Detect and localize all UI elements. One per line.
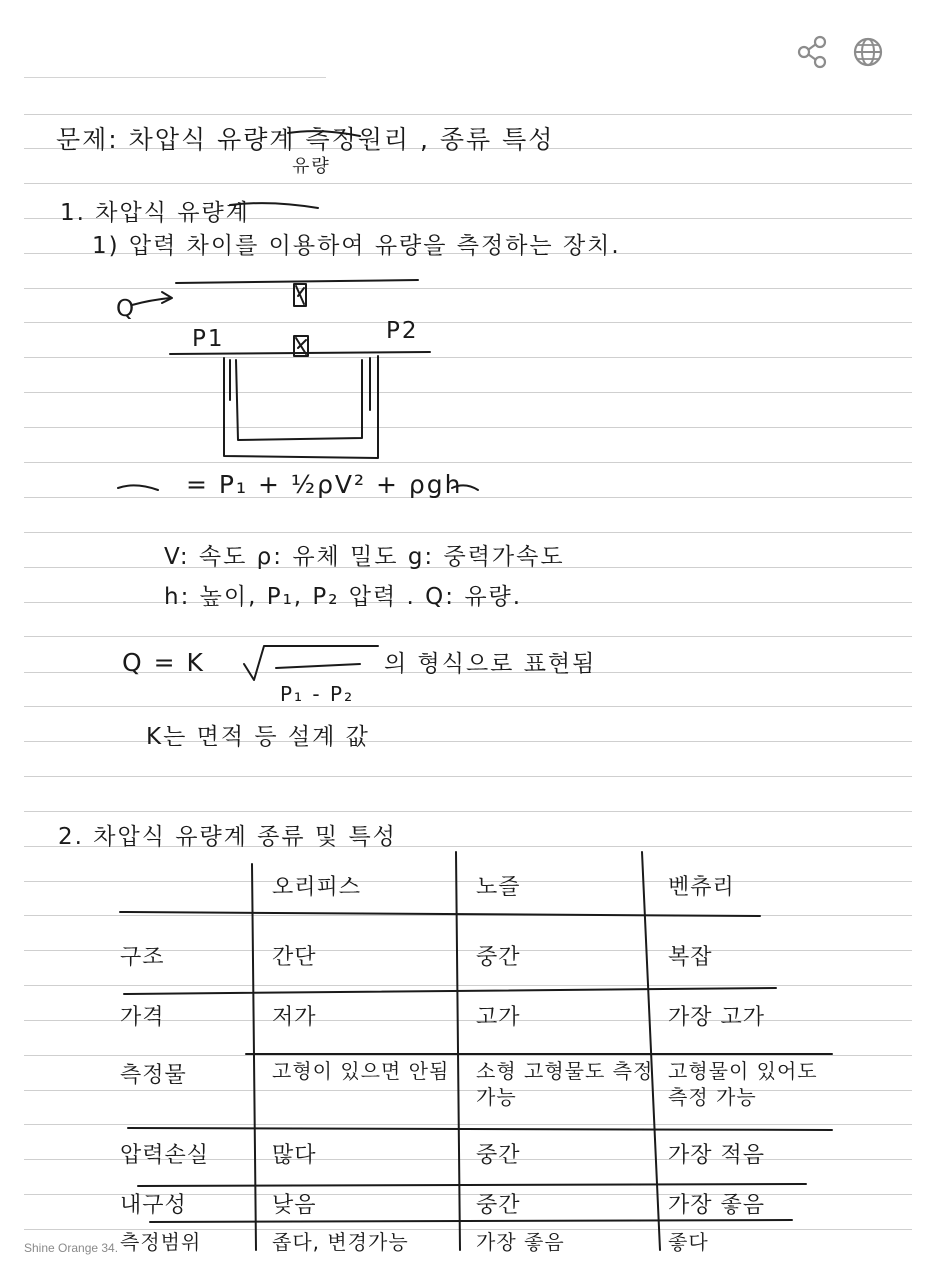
note-title: 문제: 차압식 유량계 측정원리 , 종류 특성 (56, 125, 555, 154)
footer-brand: Shine Orange 34. (24, 1241, 119, 1255)
flow-formula-left: Q = K (122, 648, 205, 677)
table-cell: 좋다 (668, 1230, 709, 1254)
section1-sub1: 1) 압력 차이를 이용하여 유량을 측정하는 장치. (92, 233, 621, 259)
definitions-line2: h: 높이, P₁, P₂ 압력 . Q: 유량. (164, 584, 523, 610)
table-cell: 고가 (476, 1005, 521, 1030)
table-row-label: 내구성 (120, 1193, 187, 1218)
diagram-flow-label: Q (116, 296, 137, 322)
table-row-label: 가격 (120, 1005, 165, 1030)
section1-heading: 1. 차압식 유량계 (60, 200, 250, 226)
diagram-p2-label: P2 (386, 318, 419, 344)
table-cell: 가장 고가 (668, 1005, 766, 1030)
table-header-cell: 벤츄리 (668, 875, 735, 900)
table-cell: 중간 (476, 1193, 521, 1218)
table-cell: 중간 (476, 1143, 521, 1168)
table-cell: 많다 (272, 1143, 317, 1168)
table-row-label: 측정물 (120, 1063, 187, 1088)
bernoulli-formula: = P₁ + ½ρV² + ρgh (186, 470, 463, 499)
table-cell: 낮음 (272, 1193, 317, 1218)
section2-heading: 2. 차압식 유량계 종류 및 특성 (58, 824, 397, 850)
flow-formula-numerator: P₁ - P₂ (280, 682, 355, 706)
table-cell: 소형 고형물도 측정 가능 (476, 1059, 654, 1109)
table-cell: 중간 (476, 945, 521, 970)
table-row-label: 측정범위 (120, 1230, 202, 1254)
k-description: K는 면적 등 설계 값 (146, 724, 370, 750)
table-cell: 고형물이 있어도 측정 가능 (668, 1059, 818, 1109)
table-cell: 가장 적음 (668, 1143, 766, 1168)
table-cell: 가장 좋음 (668, 1193, 766, 1218)
table-cell: 고형이 있으면 안됨 (272, 1059, 450, 1083)
table-cell: 복잡 (668, 945, 713, 970)
title-annotation: 유량 (292, 156, 331, 177)
table-header-cell: 오리피스 (272, 875, 362, 900)
table-cell: 가장 좋음 (476, 1230, 565, 1254)
table-cell: 저가 (272, 1005, 317, 1030)
diagram-p1-label: P1 (192, 326, 225, 352)
table-cell: 간단 (272, 945, 317, 970)
definitions-line1: V: 속도 ρ: 유체 밀도 g: 중력가속도 (164, 544, 565, 570)
table-cell: 좁다, 변경가능 (272, 1230, 409, 1254)
table-row-label: 구조 (120, 945, 165, 970)
table-header-cell: 노즐 (476, 875, 521, 900)
table-row-label: 압력손실 (120, 1143, 210, 1168)
flow-formula-desc: 의 형식으로 표현됨 (384, 651, 597, 677)
